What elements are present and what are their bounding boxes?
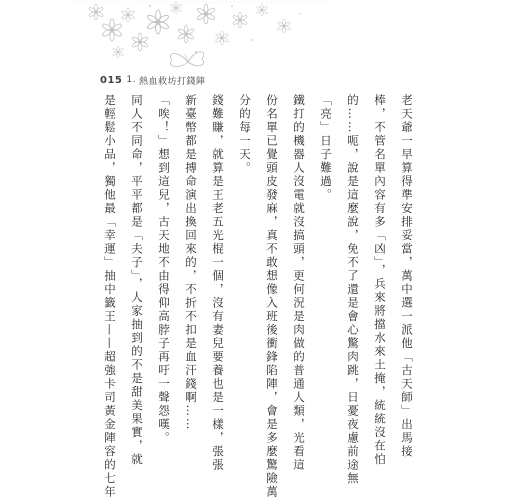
flower-icon [277, 19, 291, 33]
flower-icon [177, 25, 194, 43]
chapter-title: 熱血救坊打錢陣 [138, 76, 206, 87]
body-line: 份名單已覺頭皮發麻，真不敢想像入班後衝鋒陷陣，會是多麼驚險萬 [265, 94, 279, 499]
chapter-number: 1. [126, 75, 136, 85]
body-line: 「亮」日子難過。 [319, 94, 333, 202]
flower-icon [121, 8, 135, 22]
flower-icon [196, 4, 215, 24]
flower-icon [170, 2, 182, 14]
body-line: 鐵打的機器人沒電就沒搞頭，更何況是肉做的普通人類，光看這 [292, 94, 306, 472]
flower-icon [112, 46, 124, 58]
body-line: 「唉！」想到這兒，古天地不由得仰高脖子再吁一聲怨嘆。 [157, 94, 171, 445]
body-line: 棒，不管名單內容有多「凶」，兵來將擋水來土掩，統統沒在怕 [373, 94, 387, 467]
flower-icon [256, 4, 268, 16]
running-header [100, 73, 205, 87]
body-line: 錢難賺，就算是王老五光棍一個，沒有妻兒要養也是一樣，張張 [211, 94, 225, 472]
flower-icon [101, 19, 122, 41]
flower-icon [88, 4, 103, 20]
flower-icon [232, 12, 247, 28]
body-line: 同人不同命，平平都是「夫子」，人家抽到的不是甜美果實，就 [130, 94, 144, 467]
butterfly-icon [170, 52, 203, 67]
floral-decoration [0, 0, 520, 80]
page-number: 015 [100, 74, 123, 86]
body-line: 新臺幣都是搏命演出換回來的，不折不扣是血汗錢啊…… [184, 94, 198, 432]
body-line: 老天爺一早算得準安排妥當，萬中選一派他「古天師」出馬接 [400, 94, 414, 459]
body-line: 分的每一天。 [238, 94, 252, 175]
body-line: 的……呃，說是這麼說，免不了還是會心驚肉跳，日憂夜慮前途無 [346, 94, 360, 486]
body-text [103, 94, 420, 499]
flower-icon [215, 31, 229, 45]
flower-icon [146, 10, 169, 34]
body-line: 是輕鬆小品，獨他最「幸運」抽中籤王——超強卡司黃金陣容的七年 [103, 94, 117, 499]
flower-icon [131, 33, 148, 51]
